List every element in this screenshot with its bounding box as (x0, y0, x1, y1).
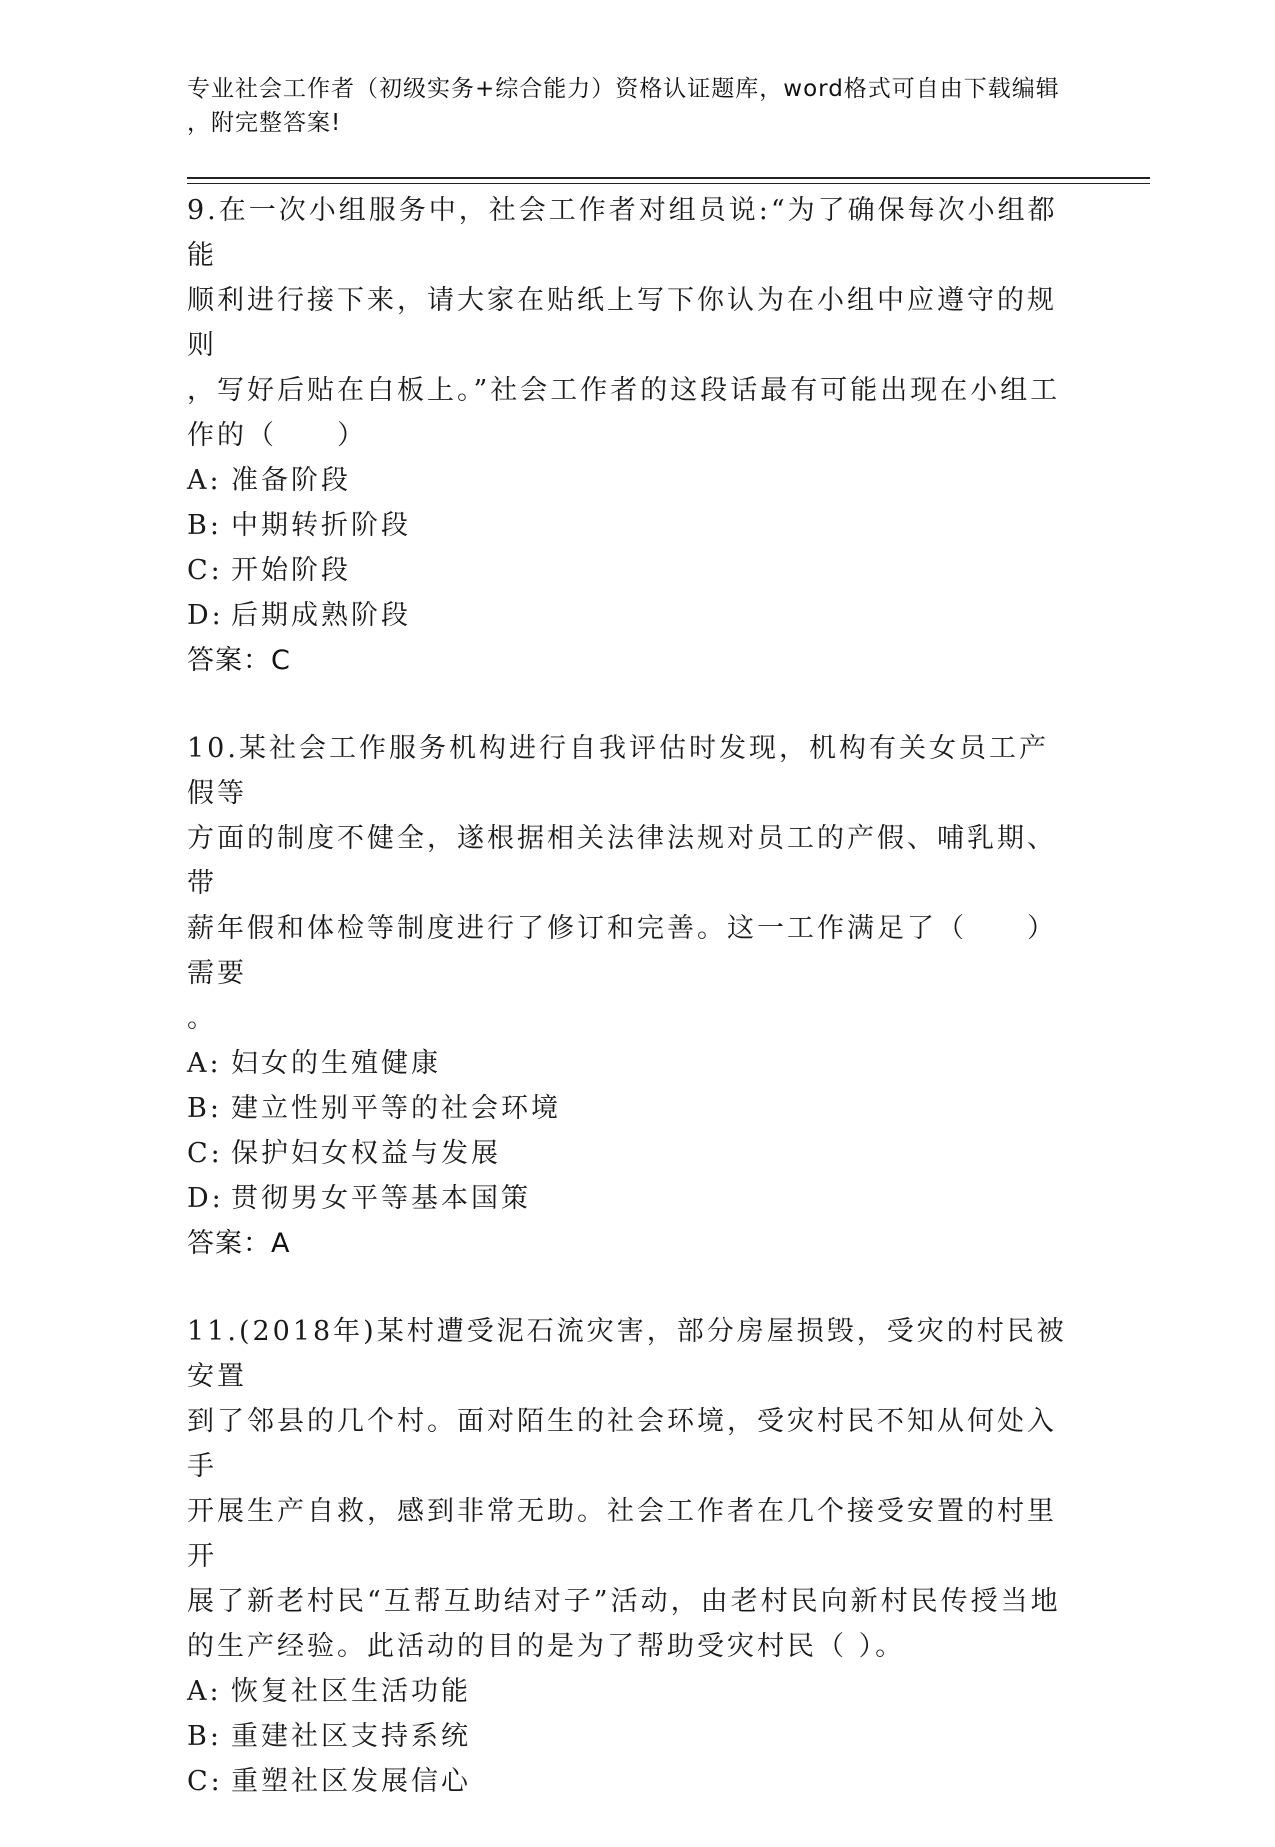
option-key: C: (187, 1138, 223, 1169)
option-text: 妇女的生殖健康 (231, 1048, 441, 1079)
option-d (187, 593, 1077, 638)
option-text: 开始阶段 (231, 555, 351, 586)
header-divider-thin (187, 183, 1150, 184)
option-a (187, 1669, 1077, 1714)
option-key: A: (187, 465, 222, 496)
document-header: 专业社会工作者（初级实务+综合能力）资格认证题库，word格式可自由下载编辑 ，附完整答案! (187, 76, 1060, 136)
option-key: C: (187, 1766, 223, 1797)
option-b (187, 1714, 1077, 1759)
option-text: 保护妇女权益与发展 (231, 1138, 501, 1169)
option-c (187, 548, 1077, 593)
question-text: 11.(2018年)某村遭受泥石流灾害，部分房屋损毁，受灾的村民被安置 到了邻县的几个村。面对陌生的社会环境，受灾村民不知从何处入手 开展生产自救，感到非常无助。社会工作者在几个接受安置的村里开 展了新老村民“互帮互助结对子”活动，由老村民向新村民传授当地 的生产经验。此活动的目的是为了帮助受灾村民（ ）。 (187, 1316, 1067, 1662)
question-item (187, 726, 1077, 1266)
option-text: 恢复社区生活功能 (231, 1676, 471, 1707)
option-list (187, 1041, 1077, 1221)
option-key: D: (187, 1183, 224, 1214)
option-text: 贯彻男女平等基本国策 (231, 1183, 531, 1214)
option-b (187, 503, 1077, 548)
option-b (187, 1086, 1077, 1131)
option-c (187, 1131, 1077, 1176)
option-c (187, 1759, 1077, 1804)
question-text: 10.某社会工作服务机构进行自我评估时发现，机构有关女员工产假等 方面的制度不健全，遂根据相关法律法规对员工的产假、哺乳期、带 薪年假和体检等制度进行了修订和完善。这一工作满足了（ ）需要 。 (187, 733, 1057, 1034)
option-text: 后期成熟阶段 (231, 600, 411, 631)
option-key: A: (187, 1048, 222, 1079)
option-a (187, 1041, 1077, 1086)
option-text: 重建社区支持系统 (231, 1721, 471, 1752)
header-divider-thick (187, 177, 1150, 179)
questions-list (187, 188, 1077, 1847)
question-item (187, 188, 1077, 683)
option-d (187, 1176, 1077, 1221)
answer-text: 答案：C (187, 645, 291, 676)
question-item (187, 1309, 1077, 1804)
option-key: D: (187, 600, 224, 631)
option-key: A: (187, 1676, 222, 1707)
answer-text: 答案：A (187, 1228, 291, 1259)
option-key: B: (187, 510, 222, 541)
option-list (187, 458, 1077, 638)
option-text: 建立性别平等的社会环境 (231, 1093, 561, 1124)
option-text: 重塑社区发展信心 (231, 1766, 471, 1797)
option-key: C: (187, 555, 223, 586)
option-text: 准备阶段 (231, 465, 351, 496)
option-text: 中期转折阶段 (231, 510, 411, 541)
option-list (187, 1669, 1077, 1804)
question-text: 9.在一次小组服务中，社会工作者对组员说:“为了确保每次小组都能 顺利进行接下来，请大家在贴纸上写下你认为在小组中应遵守的规则 ，写好后贴在白板上。”社会工作者的这段话最有可能出现在小组工 作的（ ） (187, 195, 1061, 451)
option-key: B: (187, 1721, 222, 1752)
option-key: B: (187, 1093, 222, 1124)
option-a (187, 458, 1077, 503)
